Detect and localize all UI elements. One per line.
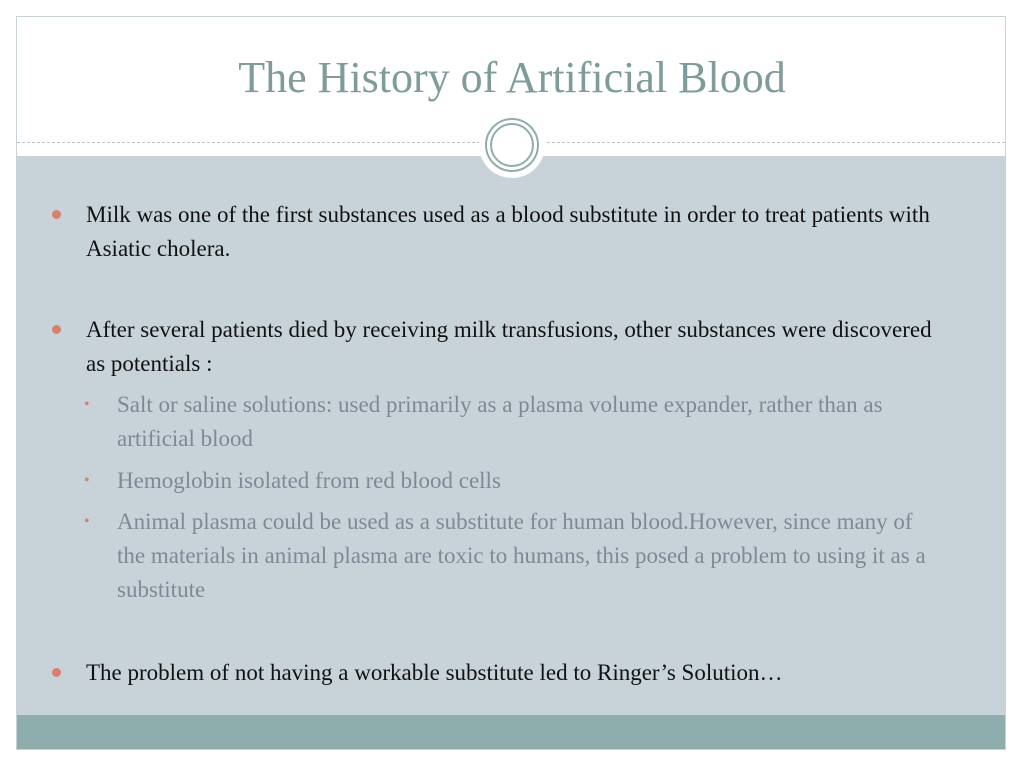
slide-title: The History of Artificial Blood: [238, 53, 786, 102]
bullet-text: The problem of not having a workable substitute led to Ringer’s Solution…: [86, 660, 783, 685]
sub-bullet-text: Hemoglobin isolated from red blood cells: [117, 468, 501, 493]
sub-bullet-text: Salt or saline solutions: used primarily as a plasma volume expander, rather than as artificial blood: [117, 392, 883, 451]
bullet-text: After several patients died by receiving milk transfusions, other substances were discovered as potentials :: [86, 317, 932, 376]
sub-bullet-text: Animal plasma could be used as a substitute for human blood.However, since many of the materials in animal plasma are toxic to humans, this posed a problem to using it as a substitute: [117, 509, 926, 602]
footer-bar: [17, 715, 1005, 749]
sub-bullet-marker-icon: •: [84, 472, 90, 489]
sub-bullet-marker-icon: •: [84, 513, 90, 530]
bullet-dot-icon: [52, 210, 61, 219]
circle-ring-inner: [490, 123, 534, 167]
sub-bullet-marker-icon: •: [84, 396, 90, 413]
bullet-dot-icon: [52, 668, 61, 677]
bullet-dot-icon: [52, 325, 61, 334]
bullet-text: Milk was one of the first substances used as a blood substitute in order to treat patients with Asiatic cholera.: [86, 202, 930, 261]
